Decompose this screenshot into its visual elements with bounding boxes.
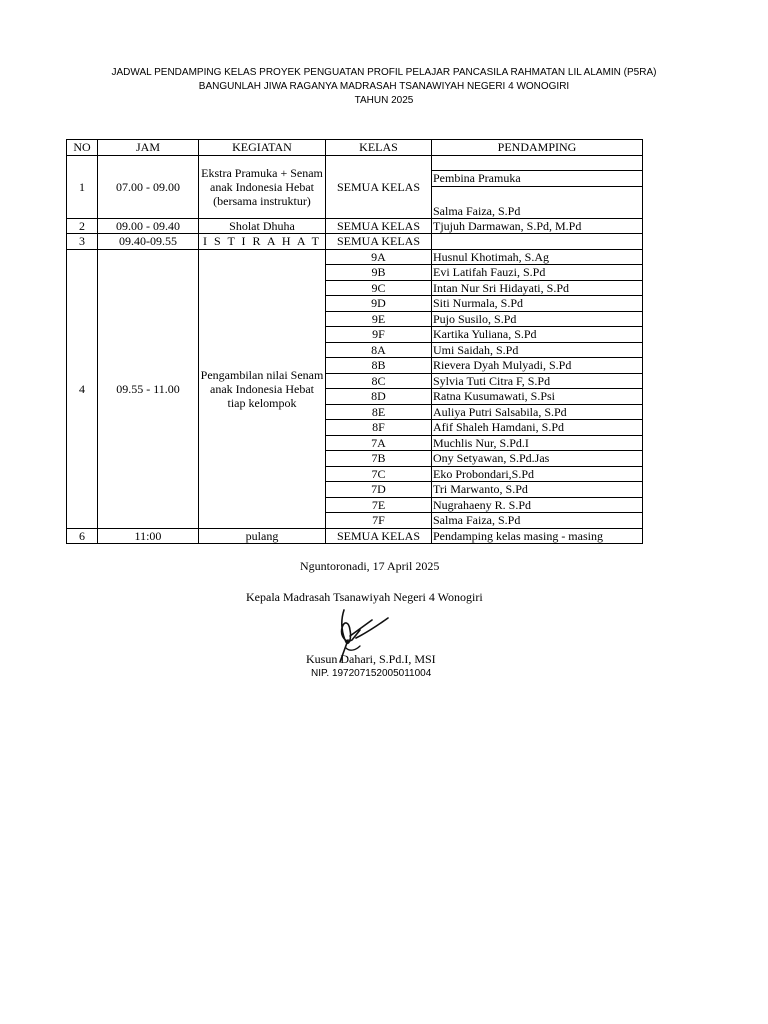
document-header — [0, 66, 768, 108]
table-header-row — [67, 140, 643, 156]
class-pendamping: Pujo Susilo, S.Pd — [432, 311, 643, 327]
class-kelas: 7B — [326, 451, 432, 467]
class-kelas: 9F — [326, 327, 432, 343]
table-row — [67, 249, 643, 265]
row3-kegiatan: I S T I R A H A T — [199, 234, 326, 250]
row1-kegiatan: Ekstra Pramuka + Senam anak Indonesia Hebat (bersama instruktur) — [199, 155, 326, 218]
class-kelas: 9C — [326, 280, 432, 296]
signatory-position: Kepala Madrasah Tsanawiyah Negeri 4 Wonogiri — [246, 590, 483, 604]
class-pendamping: Kartika Yuliana, S.Pd — [432, 327, 643, 343]
place-date: Nguntoronadi, 17 April 2025 — [300, 559, 440, 573]
class-pendamping: Sylvia Tuti Citra F, S.Pd — [432, 373, 643, 389]
class-pendamping: Muchlis Nur, S.Pd.I — [432, 435, 643, 451]
header-jam: JAM — [98, 140, 199, 156]
row4-no: 4 — [67, 249, 98, 528]
class-pendamping: Husnul Khotimah, S.Ag — [432, 249, 643, 265]
row1-no: 1 — [67, 155, 98, 218]
class-kelas: 7E — [326, 497, 432, 513]
row1-pendamping-2: Salma Faiza, S.Pd — [432, 186, 643, 218]
class-kelas: 8B — [326, 358, 432, 374]
table-row — [67, 528, 643, 544]
class-kelas: 8E — [326, 404, 432, 420]
class-pendamping: Nugrahaeny R. S.Pd — [432, 497, 643, 513]
row3-no: 3 — [67, 234, 98, 250]
class-kelas: 8D — [326, 389, 432, 405]
table-row — [67, 234, 643, 250]
class-pendamping: Eko Probondari,S.Pd — [432, 466, 643, 482]
class-pendamping: Afif Shaleh Hamdani, S.Pd — [432, 420, 643, 436]
row1-jam: 07.00 - 09.00 — [98, 155, 199, 218]
class-pendamping: Tri Marwanto, S.Pd — [432, 482, 643, 498]
header-kelas: KELAS — [326, 140, 432, 156]
row3-jam: 09.40-09.55 — [98, 234, 199, 250]
class-kelas: 9B — [326, 265, 432, 281]
row2-jam: 09.00 - 09.40 — [98, 218, 199, 234]
class-pendamping: Evi Latifah Fauzi, S.Pd — [432, 265, 643, 281]
class-kelas: 7F — [326, 513, 432, 529]
class-pendamping: Salma Faiza, S.Pd — [432, 513, 643, 529]
class-pendamping: Umi Saidah, S.Pd — [432, 342, 643, 358]
class-pendamping: Rievera Dyah Mulyadi, S.Pd — [432, 358, 643, 374]
row2-kelas: SEMUA KELAS — [326, 218, 432, 234]
table-row — [67, 155, 643, 171]
signatory-nip: NIP. 197207152005011004 — [311, 668, 432, 679]
class-pendamping: Auliya Putri Salsabila, S.Pd — [432, 404, 643, 420]
class-kelas: 7C — [326, 466, 432, 482]
row2-no: 2 — [67, 218, 98, 234]
row1-kelas: SEMUA KELAS — [326, 155, 432, 218]
class-pendamping: Ratna Kusumawati, S.Psi — [432, 389, 643, 405]
row4-kegiatan: Pengambilan nilai Senam anak Indonesia Hebat tiap kelompok — [199, 249, 326, 528]
class-kelas: 7A — [326, 435, 432, 451]
class-kelas: 9E — [326, 311, 432, 327]
header-no: NO — [67, 140, 98, 156]
class-kelas: 9A — [326, 249, 432, 265]
row5-no: 6 — [67, 528, 98, 544]
row4-jam: 09.55 - 11.00 — [98, 249, 199, 528]
schedule-table — [66, 139, 643, 544]
row5-jam: 11:00 — [98, 528, 199, 544]
class-pendamping: Intan Nur Sri Hidayati, S.Pd — [432, 280, 643, 296]
row3-kelas: SEMUA KELAS — [326, 234, 432, 250]
signatory-name: Kusun Dahari, S.Pd.I, MSI — [306, 652, 436, 666]
title-line-2: BANGUNLAH JIWA RAGANYA MADRASAH TSANAWIYAH NEGERI 4 WONOGIRI — [198, 81, 570, 92]
row2-pendamping: Tjujuh Darmawan, S.Pd, M.Pd — [432, 218, 643, 234]
class-pendamping: Siti Nurmala, S.Pd — [432, 296, 643, 312]
class-pendamping: Ony Setyawan, S.Pd.Jas — [432, 451, 643, 467]
class-kelas: 7D — [326, 482, 432, 498]
class-kelas: 8F — [326, 420, 432, 436]
header-kegiatan: KEGIATAN — [199, 140, 326, 156]
row5-pendamping: Pendamping kelas masing - masing — [432, 528, 643, 544]
class-kelas: 8A — [326, 342, 432, 358]
header-pendamping: PENDAMPING — [432, 140, 643, 156]
title-line-3: TAHUN 2025 — [354, 95, 414, 106]
row1-pendamping-1: Pembina Pramuka — [432, 171, 643, 187]
row2-kegiatan: Sholat Dhuha — [199, 218, 326, 234]
title-line-1: JADWAL PENDAMPING KELAS PROYEK PENGUATAN PROFIL PELAJAR PANCASILA RAHMATAN LIL ALAMIN (P5RA) — [111, 67, 657, 78]
row5-kegiatan: pulang — [199, 528, 326, 544]
row3-pendamping-blank — [432, 234, 643, 250]
class-kelas: 8C — [326, 373, 432, 389]
table-row — [67, 218, 643, 234]
row5-kelas: SEMUA KELAS — [326, 528, 432, 544]
class-kelas: 9D — [326, 296, 432, 312]
row1-pendamping-blank — [432, 155, 643, 171]
